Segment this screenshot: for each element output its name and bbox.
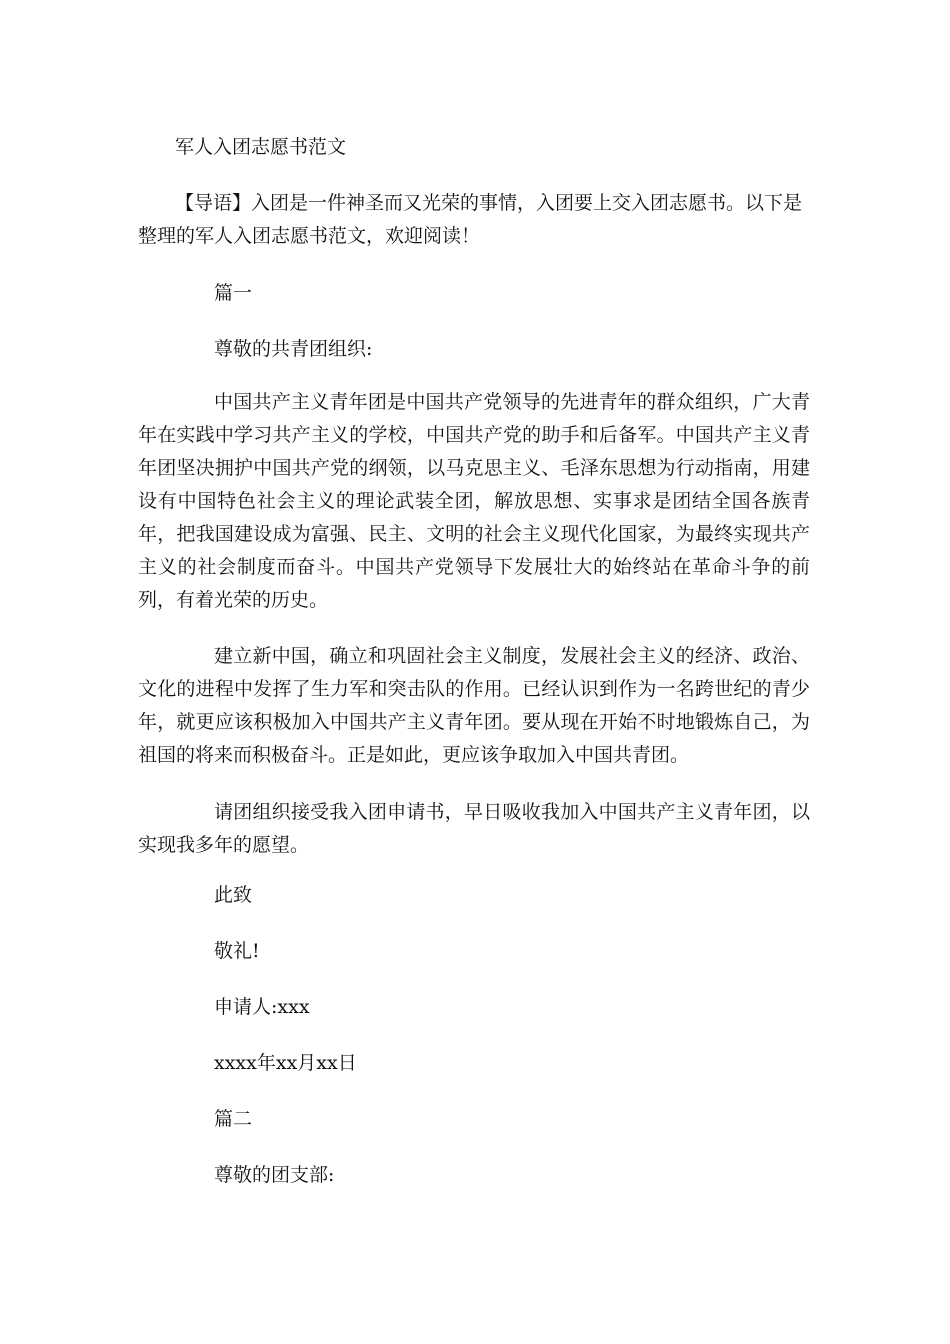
application-date: xxxx年xx月xx日 bbox=[214, 1052, 357, 1074]
intro-line-2: 整理的军人入团志愿书范文，欢迎阅读！ bbox=[138, 225, 481, 247]
section-1-heading: 篇一 bbox=[214, 282, 253, 304]
document-title: 军人入团志愿书范文 bbox=[175, 136, 347, 158]
intro-line-1: 【导语】入团是一件神圣而又光荣的事情，入团要上交入团志愿书。以下是 bbox=[175, 192, 803, 214]
section-1-salutation: 尊敬的共青团组织: bbox=[214, 338, 373, 360]
closing-greeting-1: 此致 bbox=[214, 884, 253, 906]
section-1-paragraph-2: 建立新中国，确立和巩固社会主义制度，发展社会主义的经济、政治、文化的进程中发挥了生力军和突击队的作用。已经认识到作为一名跨世纪的青少年，就更应该积极加入中国共产主义青年团。要从现在开始不时地锻炼自己，为祖国的将来而积极奋斗。正是如此，更应该争取加入中国共青团。 bbox=[138, 645, 810, 766]
closing-greeting-2: 敬礼! bbox=[214, 940, 260, 962]
section-1-paragraph-3: 请团组织接受我入团申请书，早日吸收我加入中国共产主义青年团，以实现我多年的愿望。 bbox=[138, 801, 810, 856]
applicant-signature: 申请人:xxx bbox=[214, 996, 310, 1018]
section-1-paragraph-1: 中国共产主义青年团是中国共产党领导的先进青年的群众组织，广大青年在实践中学习共产主义的学校，中国共产党的助手和后备军。中国共产主义青年团坚决拥护中国共产党的纲领，以马克思主义、毛泽东思想为行动指南，用建设有中国特色社会主义的理论武装全团，解放思想、实事求是团结全国各族青年，把我国建设成为富强、民主、文明的社会主义现代化国家，为最终实现共产主义的社会制度而奋斗。中国共产党领导下发展壮大的始终站在革命斗争的前列，有着光荣的历史。 bbox=[138, 391, 810, 611]
section-2-heading: 篇二 bbox=[214, 1108, 253, 1130]
section-2-salutation: 尊敬的团支部: bbox=[214, 1164, 335, 1186]
